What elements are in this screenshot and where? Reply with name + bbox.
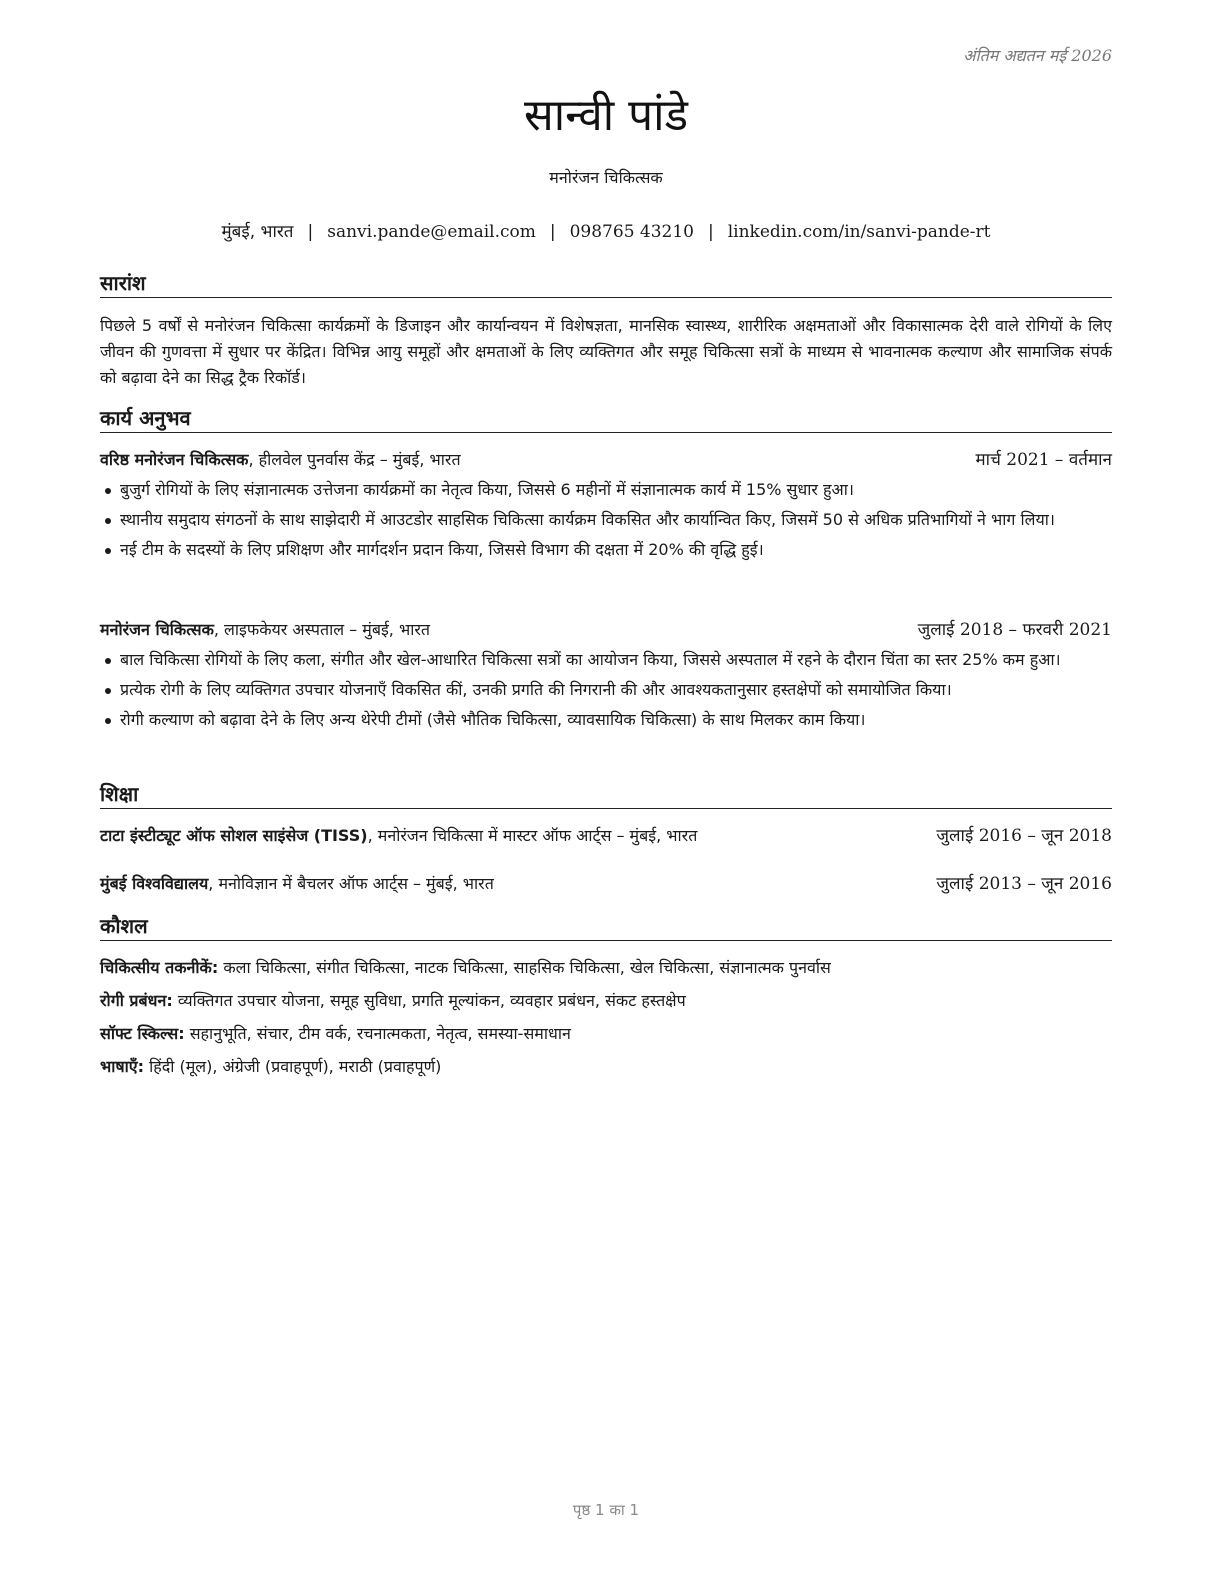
job-header: [100, 447, 1112, 473]
education-degree: , मनोविज्ञान में बैचलर ऑफ आर्ट्स – मुंबई, भारत: [208, 874, 494, 893]
list-item: बुजुर्ग रोगियों के लिए संज्ञानात्मक उत्तेजना कार्यक्रमों का नेतृत्व किया, जिससे 6 महीनों में संज्ञानात्मक कार्य में 15% सुधार हुआ।: [100, 477, 1112, 503]
candidate-role: मनोरंजन चिकित्सक: [549, 168, 663, 187]
skill-label: सॉफ्ट स्किल्स:: [100, 1024, 185, 1043]
education-school: टाटा इंस्टीट्यूट ऑफ सोशल साइंसेज (TISS): [100, 826, 368, 845]
skill-value: हिंदी (मूल), अंग्रेजी (प्रवाहपूर्ण), मराठी (प्रवाहपूर्ण): [144, 1057, 442, 1076]
job-org: , लाइफकेयर अस्पताल – मुंबई, भारत: [213, 620, 431, 639]
list-item: प्रत्येक रोगी के लिए व्यक्तिगत उपचार योजनाएँ विकसित कीं, उनकी प्रगति की निगरानी की और आवश्यकतानुसार हस्तक्षेपों को समायोजित किया।: [100, 677, 1112, 703]
job-title-line: [100, 617, 430, 643]
section-title-summary: सारांश: [100, 270, 1112, 298]
education-dates: जुलाई 2016 – जून 2018: [936, 826, 1112, 846]
contact-separator: |: [549, 222, 556, 242]
section-title-education: शिक्षा: [100, 781, 1112, 809]
list-item: रोगी कल्याण को बढ़ावा देने के लिए अन्य थेरेपी टीमों (जैसे भौतिक चिकित्सा, व्यावसायिक चिकित्सा) के साथ मिलकर काम किया।: [100, 707, 1112, 733]
job-bullets: [100, 647, 1112, 737]
section-title-experience: कार्य अनुभव: [100, 405, 1112, 433]
job-dates: मार्च 2021 – वर्तमान: [975, 450, 1112, 470]
last-updated: अंतिम अद्यतन मई 2026: [963, 46, 1112, 65]
list-item: नई टीम के सदस्यों के लिए प्रशिक्षण और मार्गदर्शन प्रदान किया, जिससे विभाग की दक्षता में 20% की वृद्धि हुई।: [100, 537, 1112, 563]
education-row: [100, 823, 1112, 849]
contact-separator: |: [708, 222, 714, 242]
skill-label: रोगी प्रबंधन:: [100, 991, 173, 1010]
skill-label: भाषाएँ:: [100, 1057, 145, 1076]
contact-separator: |: [307, 222, 314, 242]
education-row: [100, 871, 1112, 897]
education-dates: जुलाई 2013 – जून 2016: [936, 874, 1112, 894]
skill-row: [100, 988, 1112, 1014]
job-title: वरिष्ठ मनोरंजन चिकित्सक: [100, 450, 249, 469]
education-degree: , मनोरंजन चिकित्सा में मास्टर ऑफ आर्ट्स – मुंबई, भारत: [367, 826, 698, 845]
job-bullets: [100, 477, 1112, 567]
job-dates: जुलाई 2018 – फरवरी 2021: [917, 620, 1112, 640]
contact-linkedin[interactable]: linkedin.com/in/sanvi-pande-rt: [727, 222, 991, 242]
summary-text: पिछले 5 वर्षों से मनोरंजन चिकित्सा कार्यक्रमों के डिजाइन और कार्यान्वयन में विशेषज्ञता, मानसिक स्वास्थ्य, शारीरिक अक्षमताओं और विकासात्मक देरी वाले रोगियों के लिए जीवन की गुणवत्ता में सुधार पर केंद्रित। विभिन्न आयु समूहों और क्षमताओं के लिए व्यक्तिगत और समूह चिकित्सा सत्रों के माध्यम से भावनात्मक कल्याण और सामाजिक संपर्क को बढ़ावा देने का सिद्ध ट्रैक रिकॉर्ड।: [100, 316, 1112, 387]
job-org: , हीलवेल पुनर्वास केंद्र – मुंबई, भारत: [248, 450, 461, 469]
skill-value: कला चिकित्सा, संगीत चिकित्सा, नाटक चिकित्सा, साहसिक चिकित्सा, खेल चिकित्सा, संज्ञानात्मक पुनर्वास: [218, 958, 831, 977]
job-header: [100, 617, 1112, 643]
contact-phone[interactable]: 098765 43210: [569, 222, 694, 242]
skill-label: चिकित्सीय तकनीकें:: [100, 958, 219, 977]
education-line: [100, 823, 697, 849]
contact-email[interactable]: sanvi.pande@email.com: [327, 222, 536, 242]
education-line: [100, 871, 494, 897]
candidate-name: सान्वी पांडे: [523, 90, 689, 141]
list-item: बाल चिकित्सा रोगियों के लिए कला, संगीत और खेल-आधारित चिकित्सा सत्रों का आयोजन किया, जिससे अस्पताल में रहने के दौरान चिंता का स्तर 25% कम हुआ।: [100, 647, 1112, 673]
section-title-skills: कौशल: [100, 913, 1112, 941]
skill-row: [100, 955, 1112, 981]
education-school: मुंबई विश्वविद्यालय: [100, 874, 209, 893]
skill-value: सहानुभूति, संचार, टीम वर्क, रचनात्मकता, नेतृत्व, समस्या-समाधान: [184, 1024, 571, 1043]
page-number: पृष्ठ 1 का 1: [572, 1501, 640, 1519]
job-title: मनोरंजन चिकित्सक: [100, 620, 214, 639]
skill-value: व्यक्तिगत उपचार योजना, समूह सुविधा, प्रगति मूल्यांकन, व्यवहार प्रबंधन, संकट हस्तक्षेप: [172, 991, 686, 1010]
resume-page: [100, 0, 1112, 1584]
contact-line: [100, 218, 1112, 246]
list-item: स्थानीय समुदाय संगठनों के साथ साझेदारी में आउटडोर साहसिक चिकित्सा कार्यक्रम विकसित और कार्यान्वित किए, जिसमें 50 से अधिक प्रतिभागियों ने भाग लिया।: [100, 507, 1112, 533]
job-title-line: [100, 447, 461, 473]
skill-row: [100, 1054, 1112, 1080]
contact-location: मुंबई, भारत: [221, 222, 294, 242]
skill-row: [100, 1021, 1112, 1047]
